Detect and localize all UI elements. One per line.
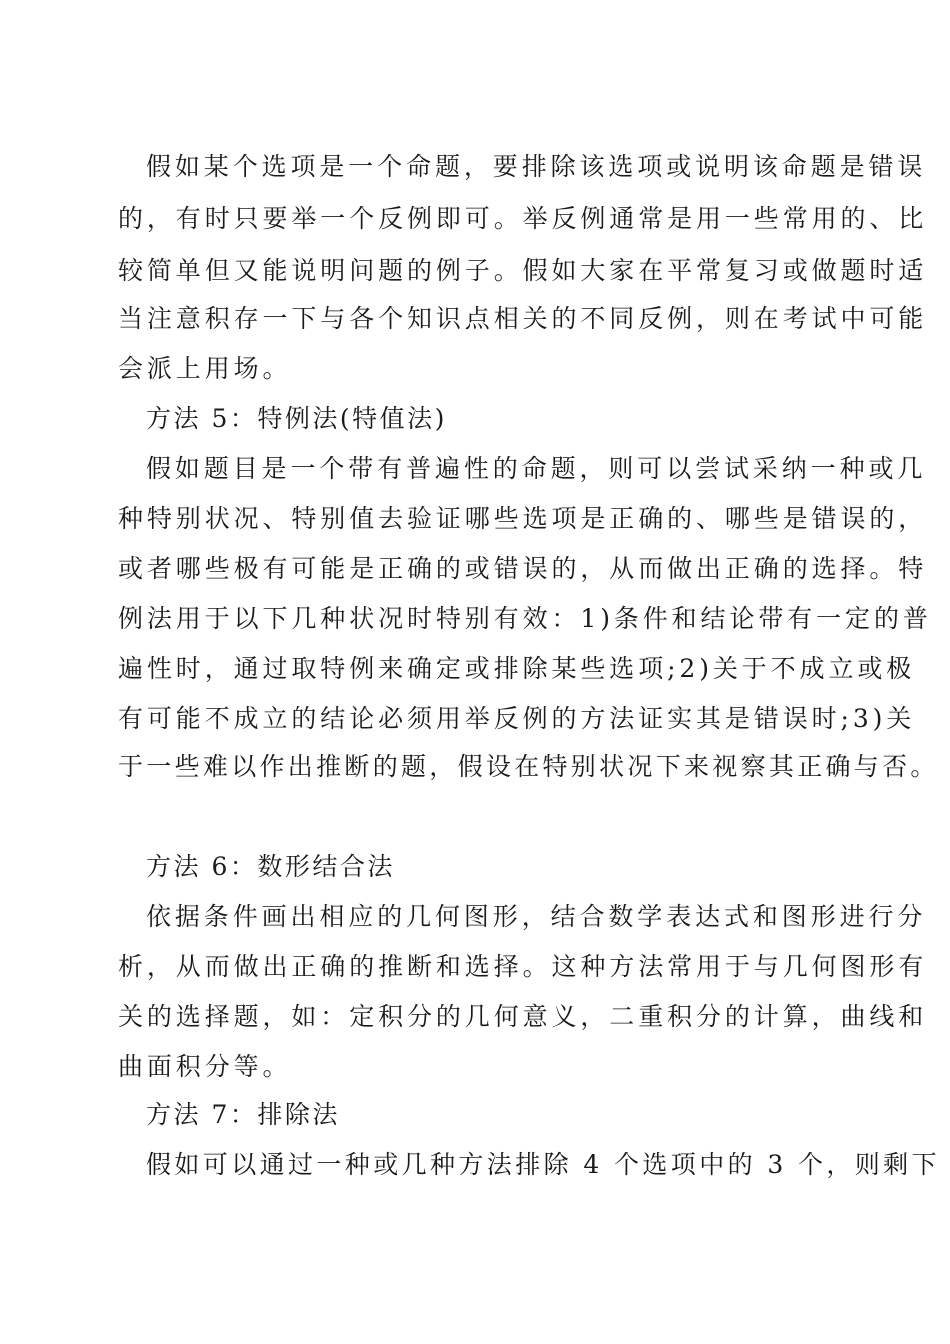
section-heading: 方法 7：排除法 xyxy=(146,1100,340,1129)
paragraph-line: 例法用于以下几种状况时特别有效：1)条件和结论带有一定的普 xyxy=(118,604,932,633)
paragraph-line: 会派上用场。 xyxy=(118,354,292,383)
paragraph-line: 有可能不成立的结论必须用举反例的方法证实其是错误时;3)关 xyxy=(118,704,916,733)
section-heading: 方法 6：数形结合法 xyxy=(146,852,395,881)
paragraph-line: 假如某个选项是一个命题，要排除该选项或说明该命题是错误 xyxy=(146,152,927,181)
paragraph-line: 种特别状况、特别值去验证哪些选项是正确的、哪些是错误的， xyxy=(118,504,928,533)
paragraph-line: 或者哪些极有可能是正确的或错误的，从而做出正确的选择。特 xyxy=(118,554,928,583)
paragraph-line: 依据条件画出相应的几何图形，结合数学表达式和图形进行分 xyxy=(146,902,927,931)
paragraph-line: 于一些难以作出推断的题，假设在特别状况下来视察其正确与否。 xyxy=(118,752,939,781)
paragraph-line: 假如可以通过一种或几种方法排除 4 个选项中的 3 个，则剩下 xyxy=(146,1150,940,1179)
paragraph-line: 曲面积分等。 xyxy=(118,1052,292,1081)
section-heading: 方法 5：特例法(特值法) xyxy=(146,404,447,433)
paragraph-line: 析，从而做出正确的推断和选择。这种方法常用于与几何图形有 xyxy=(118,952,928,981)
paragraph-line: 假如题目是一个带有普遍性的命题，则可以尝试采纳一种或几 xyxy=(146,454,927,483)
paragraph-line: 的，有时只要举一个反例即可。举反例通常是用一些常用的、比 xyxy=(118,204,928,233)
paragraph-line: 当注意积存一下与各个知识点相关的不同反例，则在考试中可能 xyxy=(118,304,928,333)
paragraph-line: 较简单但又能说明问题的例子。假如大家在平常复习或做题时适 xyxy=(118,256,928,285)
paragraph-line: 关的选择题，如：定积分的几何意义，二重积分的计算，曲线和 xyxy=(118,1002,928,1031)
paragraph-line: 遍性时，通过取特例来确定或排除某些选项;2)关于不成立或极 xyxy=(118,654,916,683)
